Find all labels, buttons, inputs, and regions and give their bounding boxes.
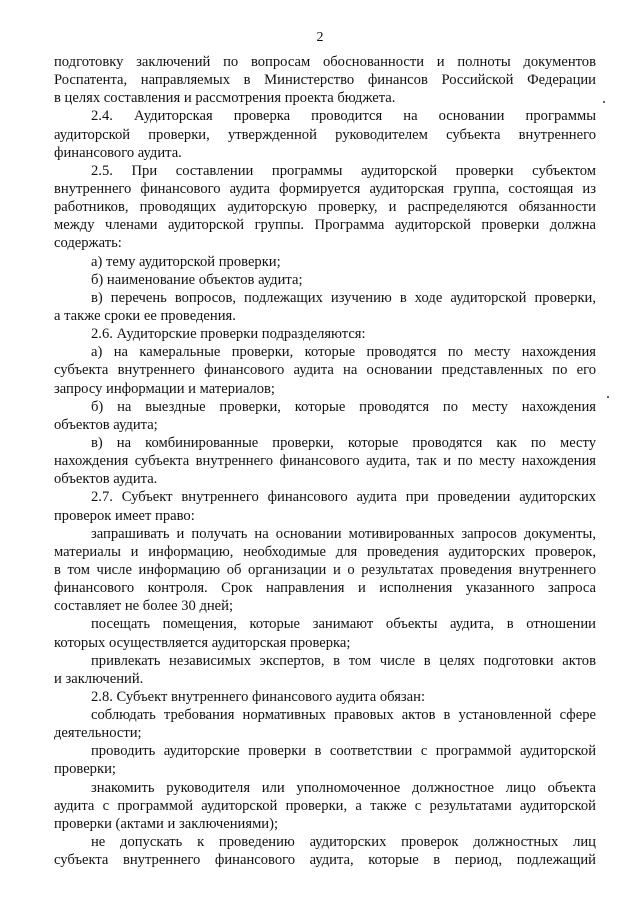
document-body [54,53,596,869]
text-line: не допускать к проведению аудиторских проверок должностных лиц [91,834,596,851]
text-line: запрашивать и получать на основании мотивированных запросов документы, [91,525,596,542]
text-line: а также сроки ее проведения. [54,307,236,324]
text-line: в) на комбинированные проверки, которые проводятся как по месту [91,434,596,451]
text-line: б) на выездные проверки, которые проводятся по месту нахождения [91,398,596,415]
text-line: нахождения субъекта внутреннего финансового аудита, так и по месту нахождения [54,453,596,470]
text-line: проверок имеет право: [54,507,195,524]
text-line: Роспатента, направляемых в Министерство финансов Российской Федерации [54,72,596,89]
text-line: субъекта внутреннего финансового аудита на основании представленных по его [54,362,596,379]
text-line: внутреннего финансового аудита формируется аудиторская группа, состоящая из [54,180,596,197]
text-line: 2.8. Субъект внутреннего финансового аудита обязан: [91,688,426,705]
text-line: в том числе информацию об организации и о результатах проведения внутреннего [54,561,596,578]
text-line: проверки (актами и заключениями); [54,815,279,832]
text-line: а) на камеральные проверки, которые проводятся по месту нахождения [91,344,596,361]
text-line: в целях составления и рассмотрения проекта бюджета. [54,90,396,107]
text-line: объектов аудита. [54,471,158,488]
text-line: б) наименование объектов аудита; [91,271,303,288]
text-line: знакомить руководителя или уполномоченное должностное лицо объекта [91,779,596,796]
text-line: 2.6. Аудиторские проверки подразделяются: [91,326,366,343]
scan-speck [603,101,605,103]
text-line: материалы и информацию, необходимые для проведения аудиторских проверок, [54,543,596,560]
text-line: соблюдать требования нормативных правовых актов в установленной сфере [91,707,596,724]
text-line: составляет не более 30 дней; [54,598,234,615]
text-line: аудита с программой аудиторской проверки, а также с результатами аудиторской [54,797,596,814]
text-line: в) перечень вопросов, подлежащих изучению в ходе аудиторской проверки, [91,289,596,306]
text-line: и заключений. [54,670,144,687]
text-line: объектов аудита; [54,416,158,433]
text-line: подготовку заключений по вопросам обоснованности и полноты документов [54,54,596,70]
scan-speck [607,396,609,398]
text-line: деятельности; [54,725,142,742]
page-number: 2 [316,30,324,45]
text-line: привлекать независимых экспертов, в том числе в целях подготовки актов [91,652,596,669]
text-line: финансового аудита. [54,144,182,161]
text-line: а) тему аудиторской проверки; [91,253,281,270]
text-line: проверки; [54,761,116,778]
text-line: работников, проводящих аудиторскую проверку, и распределяются обязанности [54,199,596,216]
text-line: которых осуществляется аудиторская проверка; [54,634,351,651]
text-line: аудиторской проверки, утвержденной руководителем субъекта внутреннего [54,126,596,143]
text-line: финансового контроля. Срок направления и исполнения указанного запроса [54,580,596,597]
text-line: 2.5. При составлении программы аудиторской проверки субъектом [91,162,596,179]
text-line: субъекта внутреннего финансового аудита, которые в период, подлежащий [54,852,596,869]
text-line: между членами аудиторской группы. Программа аудиторской проверки должна [54,217,596,234]
text-line: 2.4. Аудиторская проверка проводится на основании программы [91,108,596,125]
text-line: посещать помещения, которые занимают объекты аудита, в отношении [91,616,596,633]
text-line: запросу информации и материалов; [54,380,275,397]
text-line: проводить аудиторские проверки в соответствии с программой аудиторской [91,743,596,760]
text-line: 2.7. Субъект внутреннего финансового аудита при проведении аудиторских [91,489,596,506]
text-line: содержать: [54,235,122,252]
